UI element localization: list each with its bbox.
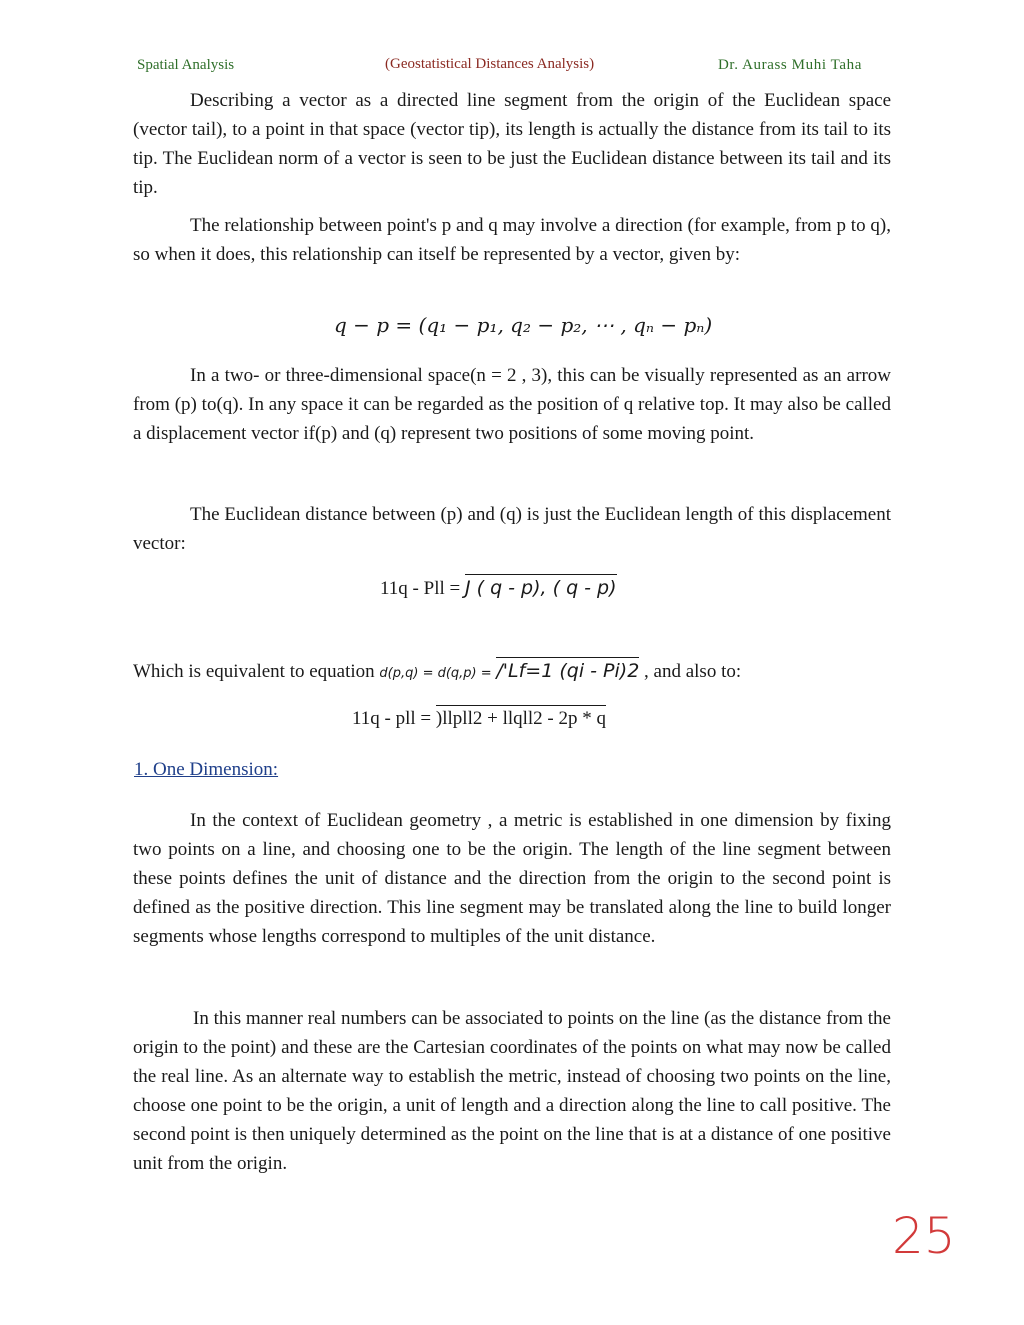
equation-norm-expanded (352, 708, 606, 730)
paragraph-relationship: The relationship between point's p and q may involve a direction (for example, from p to q), so when it does, this relationship can itself be represented by a vector, given by: (133, 215, 891, 265)
paragraph-vector-description: Describing a vector as a directed line segment from the origin of the Euclidean space (vector tail), to a point in that space (vector tip), its length is actually the distance from its tail to its tip. The Euclidean norm of a vector is seen to be just the Euclidean distance between its tail and its tip. (133, 90, 891, 198)
equation-expanded-root: )llpll2 + llqll2 - 2p * q (436, 705, 606, 729)
equation-norm-left: 11q - Pll = (380, 578, 461, 599)
equation-sum-root: /'Lf=1 (qi - Pi)2 (496, 657, 639, 682)
paragraph-real-line: In this manner real numbers can be associated to points on the line (as the distance from the origin to the point) and these are the Cartesian coordinates of the points on what may now be called the real line. As an alternate way to establish the metric, instead of choosing two points on the line, choose one point to be the origin, a unit of length and a direction along the line to call positive. The second point is then uniquely determined as the point on the line that is at a distance of one positive unit from the origin. (133, 1008, 891, 1174)
paragraph-euclidean-distance: The Euclidean distance between (p) and (q) is just the Euclidean length of this displacement vector: (133, 504, 891, 554)
equation-equivalent-suffix: , and also to: (644, 661, 742, 682)
paragraph-two-three-dimensional: In a two- or three-dimensional space(n = 2 , 3), this can be visually represented as an arrow from (p) to(q). In any space it can be regarded as the position of q relative top. It may also be called a displacement vector if(p) and (q) represent two positions of some moving point. (133, 365, 891, 444)
header-center-title: (Geostatistical Distances Analysis) (385, 56, 595, 72)
equation-displacement: q − p = (q₁ − p₁, q₂ − p₂, ⋯ , qₙ − pₙ) (334, 313, 713, 337)
section-heading-one-dimension: 1. One Dimension: (134, 759, 279, 780)
header-left-title: Spatial Analysis (137, 57, 235, 73)
equation-norm-root: J ( q - p), ( q - p) (465, 574, 617, 599)
equation-distance-symmetric: d(p,q) = d(q,p) = (379, 666, 492, 681)
equation-equivalent-line (133, 660, 741, 683)
page-number: 25 (892, 1207, 956, 1265)
equation-expanded-left: 11q - pll = (352, 708, 432, 729)
paragraph-one-dimension-metric: In the context of Euclidean geometry , a metric is established in one dimension by fixing two points on a line, and choosing one to be the origin. The length of the line segment between these points defines the unit of distance and the direction from the origin to the second point is defined as the positive direction. This line segment may be translated along the line to build longer segments whose lengths correspond to multiples of the unit distance. (133, 810, 891, 947)
equation-equivalent-prefix: Which is equivalent to equation (133, 661, 375, 682)
equation-norm (380, 577, 617, 600)
header-author: Dr. Aurass Muhi Taha (718, 57, 862, 73)
